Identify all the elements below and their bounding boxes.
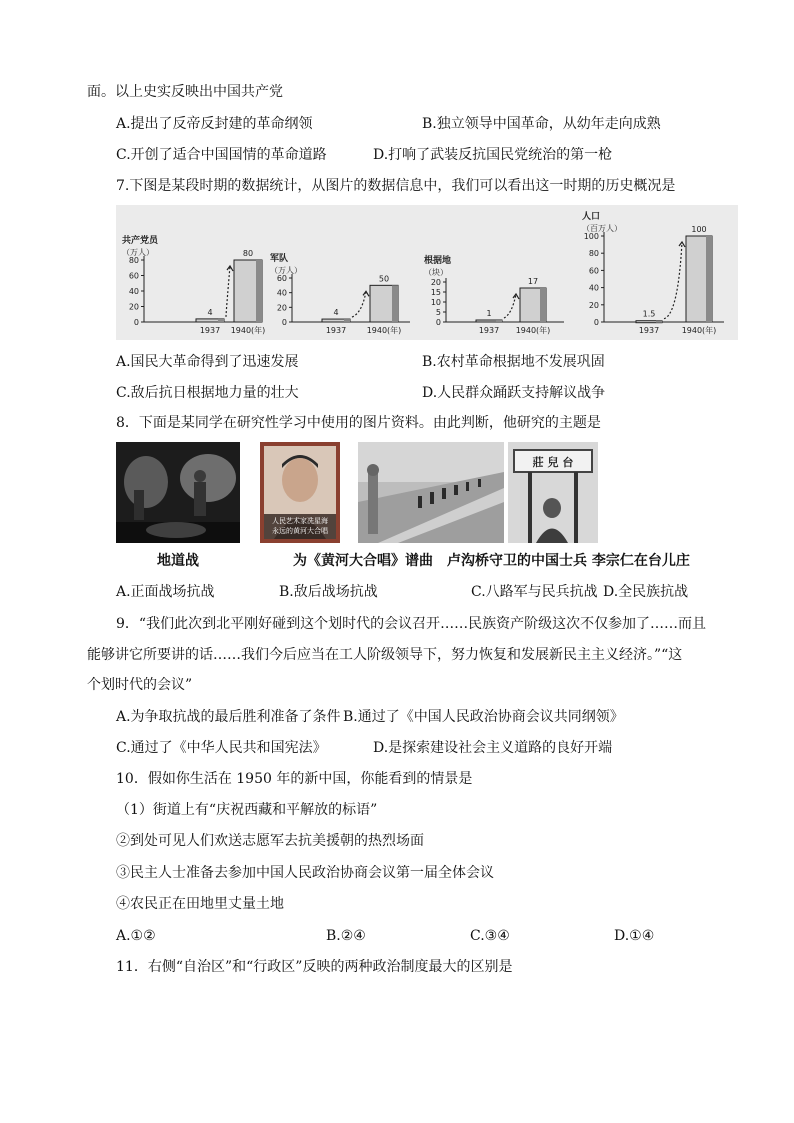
chart4-x-tick-label: 1937 xyxy=(638,326,660,335)
xian-xinghai-poster xyxy=(260,442,340,543)
q8-option-d: D.全民族抗战 xyxy=(603,584,689,600)
caption-tunnel-warfare: 地道战 xyxy=(157,553,199,569)
question-9-line3: 个划时代的会议” xyxy=(87,677,193,693)
chart1-ytick-label: 80 xyxy=(128,256,139,265)
chart2-x-tick-label: 1940(年) xyxy=(366,326,402,335)
chart1-ytick-label: 0 xyxy=(133,318,139,327)
q9-option-a: A.为争取抗战的最后胜利准备了条件 xyxy=(116,709,341,725)
chart3-title: 根据地 xyxy=(424,256,452,266)
chart1-ytick-label: 40 xyxy=(128,287,139,296)
q6-option-a: A.提出了反帝反封建的革命纲领 xyxy=(116,116,313,132)
lugou-bridge-photo xyxy=(358,442,504,543)
chart3-x-tick-label: 1940(年) xyxy=(515,326,551,335)
question-7-stem: 7.下图是某段时期的数据统计，从图片的数据信息中，我们可以看出这一时期的历史概况是 xyxy=(116,178,676,194)
chart4-title: 人口 xyxy=(582,212,601,222)
q10-option-a: A.①② xyxy=(116,928,156,944)
q9-option-b: B.通过了《中国人民政治协商会议共同纲领》 xyxy=(343,709,624,725)
chart1-ytick-label: 60 xyxy=(128,271,139,281)
question-10-stem: 10．假如你生活在 1950 年的新中国，你能看到的情景是 xyxy=(116,771,473,787)
chart2-title: 军队 xyxy=(270,254,289,264)
chart2-data-label: 50 xyxy=(378,274,390,284)
chart3-growth-arrow xyxy=(504,294,516,318)
question-8-stem: 8．下面是某同学在研究性学习中使用的图片资料。由此判断，他研究的主题是 xyxy=(116,415,601,431)
question-9-line2: 能够讲它所要讲的话……我们今后应当在工人阶级领导下，努力恢复和发展新民主主义经济。”“这 xyxy=(87,647,683,663)
question-9-line1: 9．“我们此次到北平刚好碰到这个划时代的会议召开……民族资产阶级这次不仅参加了……而且 xyxy=(116,616,707,632)
q10-item-4: ④农民正在田地里丈量土地 xyxy=(116,896,284,912)
chart2-ytick-label: 40 xyxy=(276,288,287,298)
chart2-bar-shade xyxy=(344,319,350,322)
chart4-data-label: 100 xyxy=(691,225,707,234)
q10-option-c: C.③④ xyxy=(470,928,510,944)
chart1-bar-shade xyxy=(218,319,224,322)
sign-text: 莊 兒 台 xyxy=(532,456,574,469)
chart2-x-tick-label: 1937 xyxy=(325,326,347,335)
chart2-ylabel: （万人） xyxy=(270,266,302,275)
chart3-data-label: 1 xyxy=(486,309,492,318)
chart4-growth-arrow xyxy=(664,242,682,319)
tunnel-warfare-image xyxy=(116,442,240,543)
chart1-data-label: 4 xyxy=(207,307,213,317)
chart1-x-tick-label: 1940(年) xyxy=(230,326,266,335)
q6-option-c: C.开创了适合中国国情的革命道路 xyxy=(116,147,327,163)
chart4-ytick-label: 20 xyxy=(588,300,599,310)
taierzhuang-photo xyxy=(508,442,598,543)
chart3-ytick-label: 10 xyxy=(430,298,441,307)
question-11-stem: 11．右侧“自治区”和“行政区”反映的两种政治制度最大的区别是 xyxy=(116,959,513,975)
chart4-bar-shade xyxy=(706,236,712,322)
chart4-data-label: 1.5 xyxy=(642,309,656,319)
q9-option-c: C.通过了《中华人民共和国宪法》 xyxy=(116,740,327,756)
chart3-ytick-label: 0 xyxy=(435,318,441,327)
chart4-ylabel: （百万人） xyxy=(582,224,622,233)
q6-option-b: B.独立领导中国革命，从幼年走向成熟 xyxy=(422,116,661,132)
q8-option-a: A.正面战场抗战 xyxy=(116,584,215,600)
chart4-bar-shade xyxy=(656,321,662,323)
chart2-ytick-label: 0 xyxy=(281,318,287,327)
q7-option-a: A.国民大革命得到了迅速发展 xyxy=(116,354,299,370)
q7-option-c: C.敌后抗日根据地力量的壮大 xyxy=(116,385,299,401)
chart3-bar-shade xyxy=(540,288,546,322)
chart3-data-label: 17 xyxy=(527,277,539,286)
caption-other-photos: 为《黄河大合唱》谱曲 卢沟桥守卫的中国士兵 李宗仁在台儿庄 xyxy=(293,553,690,569)
q7-option-b: B.农村革命根据地不发展巩固 xyxy=(422,354,605,370)
chart1-title: 共产党员 xyxy=(122,236,159,246)
q6-option-d: D.打响了武装反抗国民党统治的第一枪 xyxy=(373,147,613,163)
chart4-ytick-label: 100 xyxy=(583,232,599,241)
q8-option-b: B.敌后战场抗战 xyxy=(279,584,378,600)
chart4-ytick-label: 40 xyxy=(588,283,599,293)
question-7-chart-image xyxy=(116,205,738,340)
q8-option-c: C.八路军与民兵抗战 xyxy=(471,584,598,600)
bridge-image xyxy=(358,442,504,543)
q7-option-d: D.人民群众踊跃支持解议战争 xyxy=(422,385,606,401)
chart4-ytick-label: 80 xyxy=(588,249,599,259)
chart4-x-tick-label: 1940(年) xyxy=(681,326,717,335)
chart1-bar-shade xyxy=(256,260,262,322)
q10-item-1: （1）街道上有“庆祝西藏和平解放的标语” xyxy=(116,802,378,818)
chart2-bar-shade xyxy=(392,285,398,322)
chart3-ylabel: （块） xyxy=(424,268,448,277)
chart2-ytick-label: 20 xyxy=(276,303,287,313)
chart3-bar-shade xyxy=(496,320,502,322)
chart1-ylabel: （万人） xyxy=(122,248,154,257)
poster-caption-line2: 永远的黄河大合唱 xyxy=(272,527,328,535)
chart3-x-tick-label: 1937 xyxy=(478,326,500,335)
q9-option-d: D.是探索建设社会主义道路的良好开端 xyxy=(373,740,613,756)
chart1-data-label: 80 xyxy=(242,249,254,258)
q10-option-d: D.①④ xyxy=(614,928,655,944)
bar-charts xyxy=(116,205,738,340)
chart4-ytick-label: 0 xyxy=(593,318,599,327)
chart3-ytick-label: 20 xyxy=(430,278,441,287)
chart1-ytick-label: 20 xyxy=(128,302,139,312)
chart1-growth-arrow xyxy=(226,266,230,317)
chart2-ytick-label: 60 xyxy=(276,274,287,283)
q10-item-3: ③民主人士准备去参加中国人民政治协商会议第一届全体会议 xyxy=(116,865,494,881)
chart3-ytick-label: 5 xyxy=(435,308,441,317)
chart2-growth-arrow xyxy=(352,291,366,317)
chart3-ytick-label: 15 xyxy=(430,288,441,297)
q10-item-2: ②到处可见人们欢送志愿军去抗美援朝的热烈场面 xyxy=(116,833,424,849)
chart2-data-label: 4 xyxy=(333,308,339,318)
tunnel-warfare-photo xyxy=(116,442,240,543)
chart4-ytick-label: 60 xyxy=(588,266,599,276)
poster-caption-line1: 人民艺术家冼星海 xyxy=(272,517,328,525)
question-6-stem-end: 面。以上史实反映出中国共产党 xyxy=(87,84,283,100)
chart1-x-tick-label: 1937 xyxy=(199,326,221,335)
q10-option-b: B.②④ xyxy=(326,928,366,944)
